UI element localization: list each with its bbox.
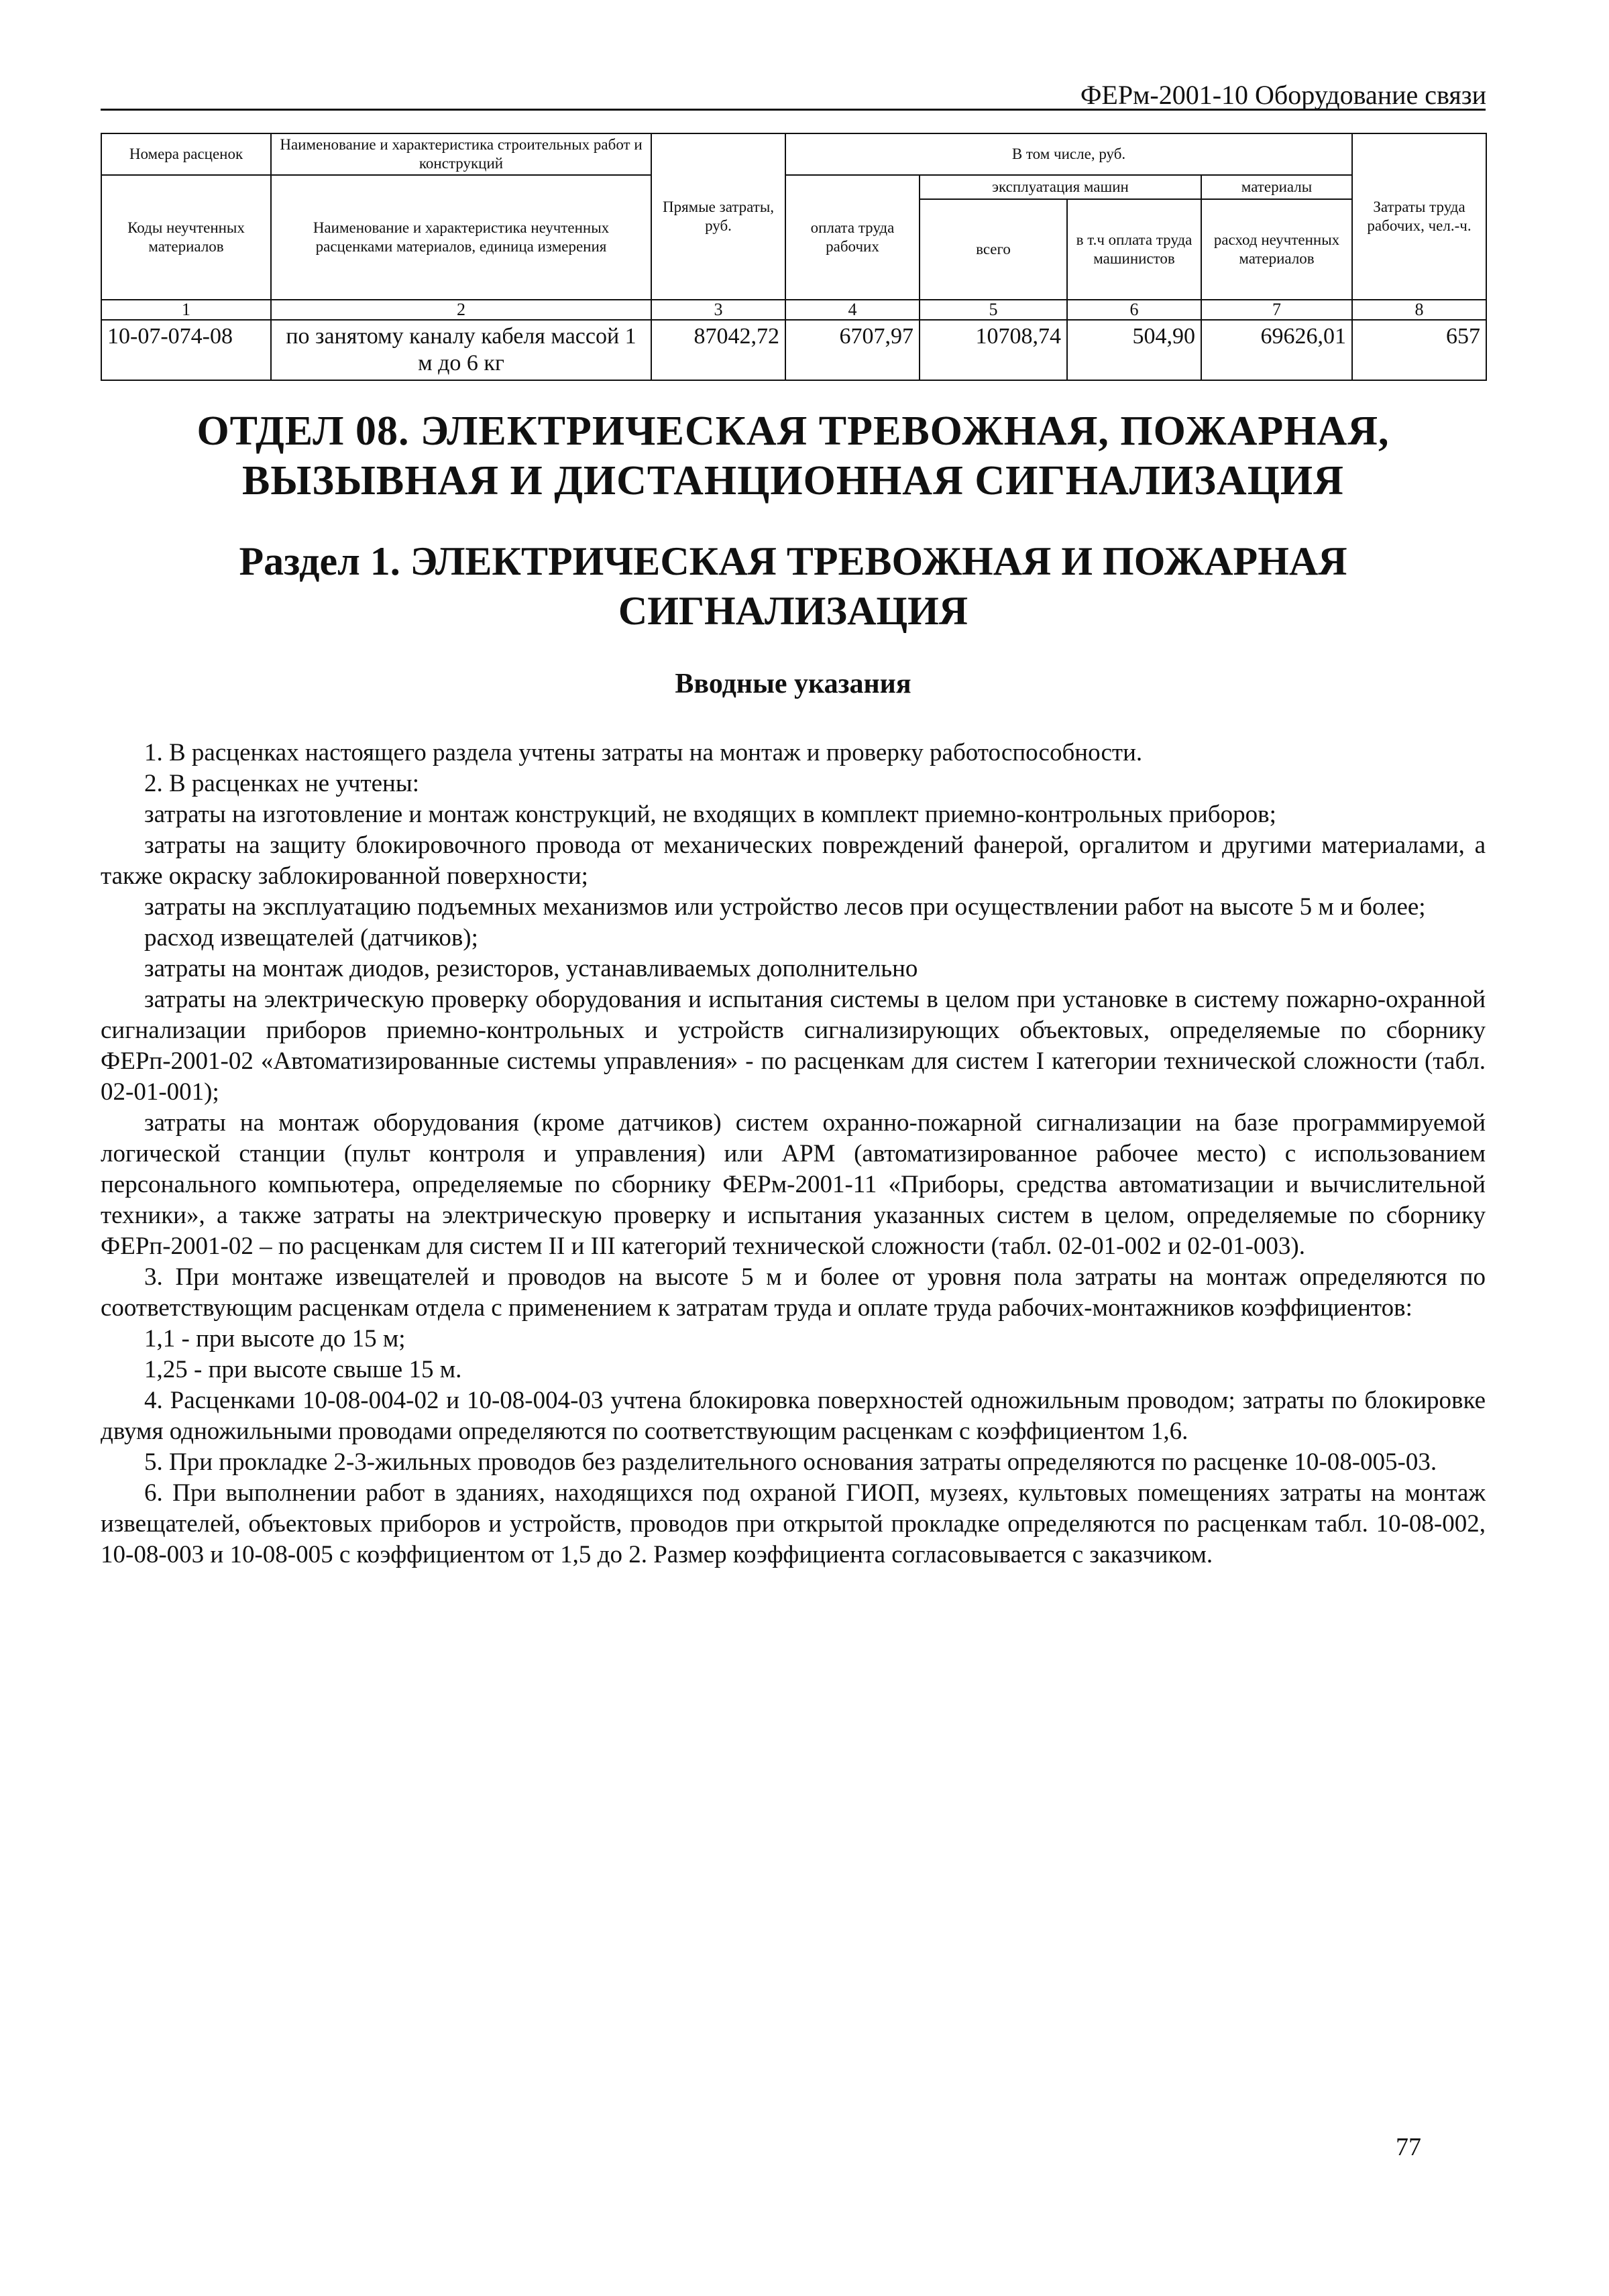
paragraph: 1,1 - при высоте до 15 м; [144, 1325, 406, 1353]
labor-value: 657 [1352, 320, 1486, 380]
paragraph: 6. При выполнении работ в зданиях, находящихся под охраной ГИОП, музеях, культовых помещениях затраты на монтаж извещателей, объектовых приборов и устройств, проводов при открытой прокладке определяются по расценкам табл. 10-08-002, 10-08-003 и 10-08-005 с коэффициентом от 1,5 до 2. Размер коэффициента согласовывается с заказчиком. [101, 1479, 1486, 1568]
paragraph: затраты на эксплуатацию подъемных механизмов или устройство лесов при осуществлении работ на высоте 5 м и более; [144, 893, 1426, 921]
column-number: 3 [651, 300, 785, 320]
paragraph: затраты на монтаж оборудования (кроме датчиков) систем охранно-пожарной сигнализации на базе программируемой логической станции (пульт контроля и управления) или АРМ (автоматизированное рабочее место) с использованием персонального компьютера, определяемые по сборнику ФЕРм-2001-11 «Приборы, средства автоматизации и вычислительной техники», а также затраты на электрическую проверку и испытания указанных систем в целом, определяемые по сборнику ФЕРп-2001-02 – по расценкам для систем II и III категорий технической сложности (табл. 02-01-002 и 02-01-003). [101, 1109, 1486, 1260]
header-direct-costs: Прямые затраты, руб. [651, 133, 785, 300]
paragraph: 1,25 - при высоте свыше 15 м. [144, 1356, 462, 1383]
page-number: 77 [1396, 2133, 1421, 2161]
paragraph: 4. Расценками 10-08-004-02 и 10-08-004-03 учтена блокировка поверхностей одножильным проводом; затраты по блокировке двумя одножильными проводами определяются по соответствующим расценкам с коэффициентом 1,6. [101, 1387, 1486, 1445]
header-worker-pay: оплата труда рабочих [785, 175, 920, 300]
machine-total-value: 10708,74 [920, 320, 1067, 380]
operator-pay-value: 504,90 [1067, 320, 1201, 380]
header-materials: материалы [1201, 175, 1352, 199]
paragraph: 3. При монтаже извещателей и проводов на высоте 5 м и более от уровня пола затраты на монтаж определяются по соответствующим расценкам отдела с применением к затратам труда и оплате труда рабочих-монтажников коэффициентов: [101, 1263, 1486, 1322]
header-including: В том числе, руб. [785, 133, 1352, 175]
header-operator-pay: в т.ч оплата труда машинистов [1067, 199, 1201, 300]
paragraph: расход извещателей (датчиков); [144, 924, 478, 952]
paragraph: затраты на монтаж диодов, резисторов, устанавливаемых дополнительно [144, 955, 918, 982]
table-row [101, 320, 1486, 380]
header-material-name: Наименование и характеристика неучтенных расценками материалов, единица измерения [271, 175, 651, 300]
intro-heading: Вводные указания [675, 669, 911, 699]
department-title: ОТДЕЛ 08. ЭЛЕКТРИЧЕСКАЯ ТРЕВОЖНАЯ, ПОЖАРНАЯ, ВЫЗЫВНАЯ И ДИСТАНЦИОННАЯ СИГНАЛИЗАЦИЯ [197, 408, 1390, 504]
paragraph: затраты на электрическую проверку оборудования и испытания системы в целом при установке в систему пожарно-охранной сигнализации приборов приемно-контрольных и устройств сигнализирующих объектовых, определяемые по сборнику ФЕРп-2001-02 «Автоматизированные системы управления» - по расценкам для систем I категории технической сложности (табл. 02-01-001); [101, 986, 1486, 1106]
column-number: 4 [785, 300, 920, 320]
paragraph: затраты на изготовление и монтаж конструкций, не входящих в комплект приемно-контрольных приборов; [144, 801, 1276, 828]
header-machine-operation: эксплуатация машин [920, 175, 1201, 199]
direct-costs-value: 87042,72 [651, 320, 785, 380]
running-head: ФЕРм-2001-10 Оборудование связи [1080, 80, 1486, 110]
paragraph: 1. В расценках настоящего раздела учтены затраты на монтаж и проверку работоспособности. [144, 739, 1143, 766]
column-number: 1 [101, 300, 271, 320]
header-material-codes: Коды неучтенных материалов [101, 175, 271, 300]
paragraph: затраты на защиту блокировочного провода от механических повреждений фанерой, оргалитом и другими материалами, а также окраску заблокированной поверхности; [101, 831, 1486, 890]
column-number: 8 [1352, 300, 1486, 320]
header-rule [101, 109, 1486, 111]
header-work-name: Наименование и характеристика строительных работ и конструкций [271, 133, 651, 175]
column-number: 6 [1067, 300, 1201, 320]
column-number: 5 [920, 300, 1067, 320]
column-number: 7 [1201, 300, 1352, 320]
worker-pay-value: 6707,97 [785, 320, 920, 380]
rate-name: по занятому каналу кабеля массой 1 м до 6 кг [271, 320, 651, 380]
column-number: 2 [271, 300, 651, 320]
rates-table [101, 133, 1487, 381]
header-total: всего [920, 199, 1067, 300]
body-text [101, 738, 1486, 1570]
rate-code: 10-07-074-08 [101, 320, 271, 380]
header-rate-numbers: Номера расценок [101, 133, 271, 175]
header-material-usage: расход неучтенных материалов [1201, 199, 1352, 300]
header-labor-costs: Затраты труда рабочих, чел.-ч. [1352, 133, 1486, 300]
section-title: Раздел 1. ЭЛЕКТРИЧЕСКАЯ ТРЕВОЖНАЯ И ПОЖАРНАЯ СИГНАЛИЗАЦИЯ [239, 539, 1347, 633]
paragraph: 5. При прокладке 2-3-жильных проводов без разделительного основания затраты определяются по расценке 10-08-005-03. [144, 1448, 1437, 1476]
materials-value: 69626,01 [1201, 320, 1352, 380]
paragraph: 2. В расценках не учтены: [144, 770, 419, 797]
